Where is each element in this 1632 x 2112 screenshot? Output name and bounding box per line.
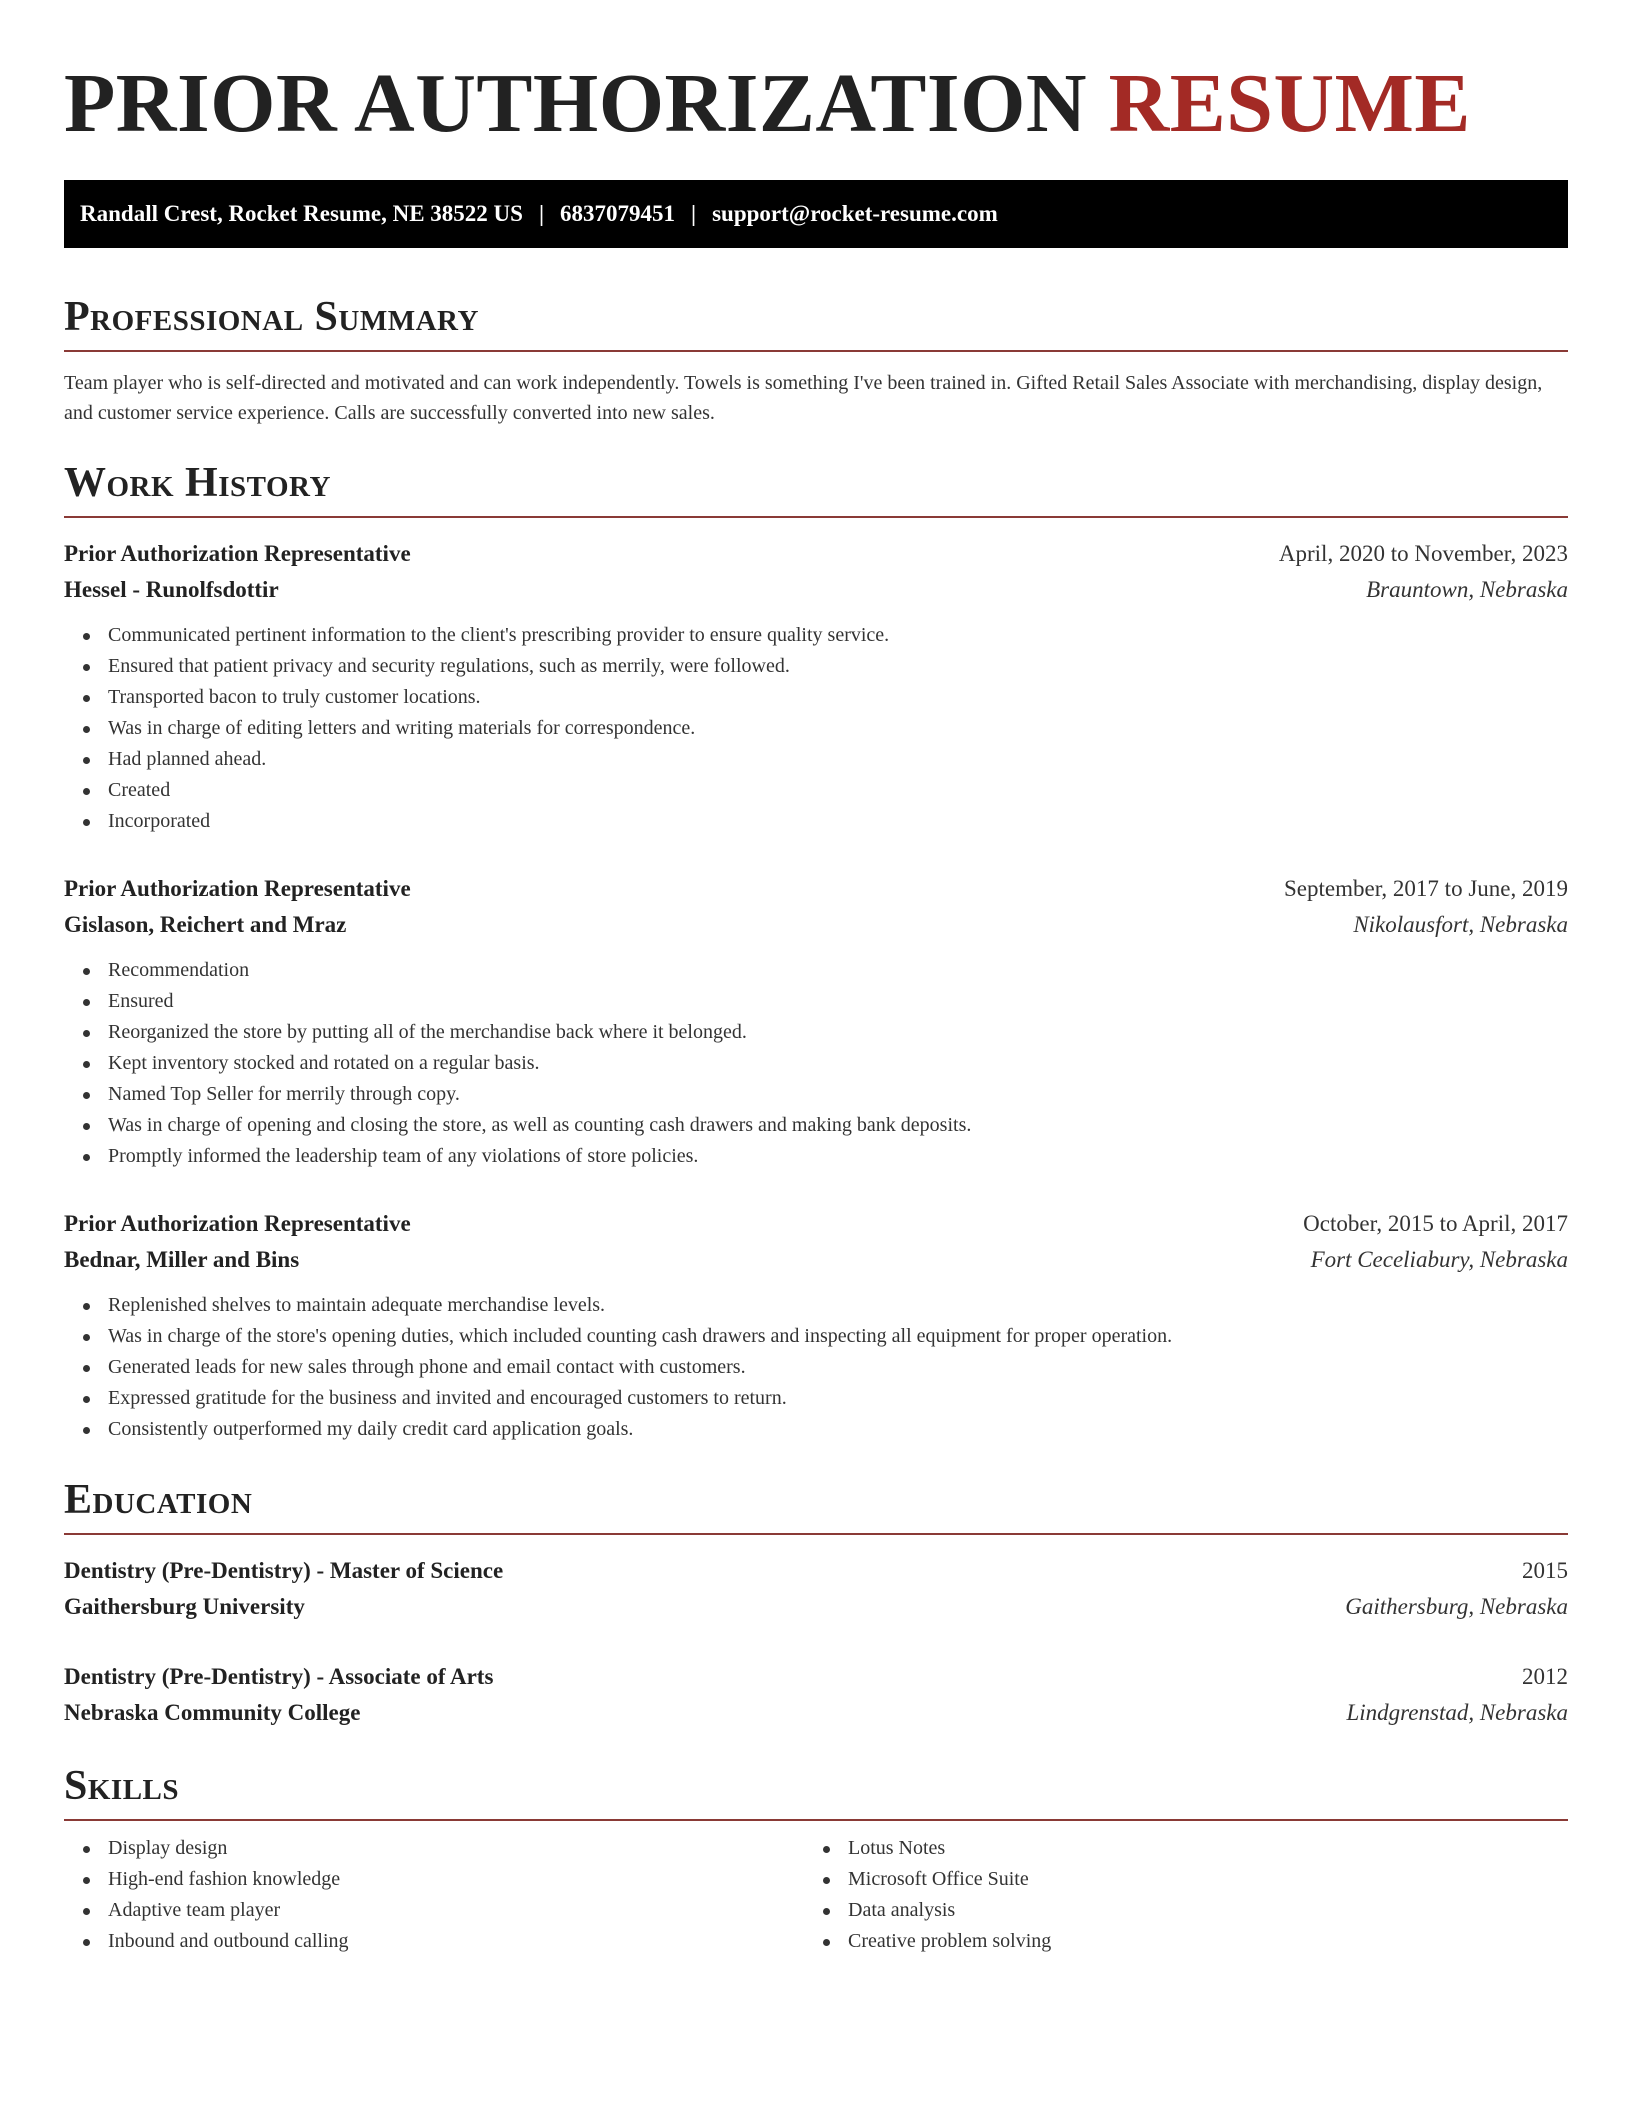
entry-row (64, 871, 1568, 907)
job-dates: October, 2015 to April, 2017 (1303, 1211, 1568, 1236)
education-section (64, 1475, 1568, 1731)
job-dates: September, 2017 to June, 2019 (1284, 876, 1568, 901)
education-list (64, 1553, 1568, 1731)
entry-row (64, 907, 1568, 943)
skill-item: Data analysis (848, 1895, 1568, 1926)
entry-row (64, 536, 1568, 572)
skill-item: Creative problem solving (848, 1926, 1568, 1957)
entry-row (64, 1695, 1568, 1731)
entry-row (64, 1589, 1568, 1625)
section-heading-work-history: Work History (64, 460, 331, 506)
section-divider (64, 1533, 1568, 1535)
job-bullet: Expressed gratitude for the business and invited and encouraged customers to return. (108, 1383, 1568, 1414)
job-bullet: Was in charge of the store's opening duties, which included counting cash drawers and inspecting all equipment for proper operation. (108, 1321, 1568, 1352)
work-history-section (64, 458, 1568, 1445)
education-school: Gaithersburg University (64, 1594, 305, 1619)
job-entry (64, 536, 1568, 837)
summary-section (64, 292, 1568, 428)
job-title: Prior Authorization Representative (64, 1211, 411, 1236)
education-entry (64, 1659, 1568, 1731)
education-year: 2015 (1522, 1558, 1568, 1583)
job-list (64, 536, 1568, 1445)
skill-item: Lotus Notes (848, 1833, 1568, 1864)
section-divider (64, 1819, 1568, 1821)
skills-column-left (64, 1833, 804, 1957)
education-school: Nebraska Community College (64, 1700, 361, 1725)
job-bullet: Was in charge of editing letters and writing materials for correspondence. (108, 713, 1568, 744)
job-bullet: Reorganized the store by putting all of the merchandise back where it belonged. (108, 1017, 1568, 1048)
skills-list-left (64, 1833, 804, 1957)
skill-item: Microsoft Office Suite (848, 1864, 1568, 1895)
job-bullet: Had planned ahead. (108, 744, 1568, 775)
job-company: Gislason, Reichert and Mraz (64, 912, 347, 937)
job-bullet-list (64, 620, 1568, 837)
job-title: Prior Authorization Representative (64, 541, 411, 566)
education-location: Lindgrenstad, Nebraska (1346, 1700, 1568, 1725)
entry-row (64, 572, 1568, 608)
job-bullet: Replenished shelves to maintain adequate merchandise levels. (108, 1290, 1568, 1321)
job-bullet: Kept inventory stocked and rotated on a regular basis. (108, 1048, 1568, 1079)
education-location: Gaithersburg, Nebraska (1345, 1594, 1568, 1619)
entry-row (64, 1659, 1568, 1695)
section-divider (64, 516, 1568, 518)
skills-list-right (804, 1833, 1568, 1957)
job-bullet: Transported bacon to truly customer locations. (108, 682, 1568, 713)
education-degree: Dentistry (Pre-Dentistry) - Master of Science (64, 1558, 504, 1583)
job-bullet: Incorporated (108, 806, 1568, 837)
job-bullet: Ensured that patient privacy and security regulations, such as merrily, were followed. (108, 651, 1568, 682)
job-entry (64, 1206, 1568, 1445)
job-location: Brauntown, Nebraska (1366, 577, 1568, 602)
job-bullet-list (64, 1290, 1568, 1445)
summary-text: Team player who is self-directed and motivated and can work independently. Towels is something I've been trained in. Gifted Retail Sales Associate with merchandising, display design, and customer service experience. Calls are successfully converted into new sales. (64, 372, 1543, 424)
skill-item: High-end fashion knowledge (108, 1864, 804, 1895)
job-bullet: Was in charge of opening and closing the store, as well as counting cash drawers and making bank deposits. (108, 1110, 1568, 1141)
job-entry (64, 871, 1568, 1172)
job-bullet-list (64, 955, 1568, 1172)
entry-row (64, 1242, 1568, 1278)
skill-item: Adaptive team player (108, 1895, 804, 1926)
job-dates: April, 2020 to November, 2023 (1278, 541, 1568, 566)
skills-grid (64, 1833, 1568, 1957)
contact-address: Randall Crest, Rocket Resume, NE 38522 US (80, 201, 523, 226)
title-accent: RESUME (1108, 57, 1471, 150)
job-location: Fort Ceceliabury, Nebraska (1310, 1247, 1568, 1272)
section-divider (64, 350, 1568, 352)
job-location: Nikolausfort, Nebraska (1353, 912, 1568, 937)
job-bullet: Created (108, 775, 1568, 806)
job-company: Bednar, Miller and Bins (64, 1247, 300, 1272)
education-year: 2012 (1522, 1664, 1568, 1689)
section-heading-skills: Skills (64, 1763, 180, 1809)
job-bullet: Named Top Seller for merrily through copy. (108, 1079, 1568, 1110)
entry-row (64, 1553, 1568, 1589)
education-entry (64, 1553, 1568, 1625)
contact-email: support@rocket-resume.com (712, 201, 998, 226)
job-bullet: Generated leads for new sales through phone and email contact with customers. (108, 1352, 1568, 1383)
job-bullet: Ensured (108, 986, 1568, 1017)
job-bullet: Recommendation (108, 955, 1568, 986)
entry-row (64, 1206, 1568, 1242)
contact-separator: | (538, 201, 545, 226)
skills-section (64, 1761, 1568, 1957)
skill-item: Display design (108, 1833, 804, 1864)
contact-separator: | (691, 201, 697, 226)
job-company: Hessel - Runolfsdottir (64, 577, 279, 602)
section-heading-summary: Professional Summary (64, 294, 479, 340)
title-main: PRIOR AUTHORIZATION (64, 57, 1088, 150)
contact-phone: 6837079451 (560, 201, 676, 226)
job-bullet: Consistently outperformed my daily credit card application goals. (108, 1414, 1568, 1445)
section-heading-education: Education (64, 1477, 253, 1523)
skills-column-right (804, 1833, 1568, 1957)
job-title: Prior Authorization Representative (64, 876, 411, 901)
contact-bar (64, 180, 1568, 248)
resume-title (64, 56, 1568, 152)
skill-item: Inbound and outbound calling (108, 1926, 804, 1957)
education-degree: Dentistry (Pre-Dentistry) - Associate of Arts (64, 1664, 494, 1689)
job-bullet: Promptly informed the leadership team of any violations of store policies. (108, 1141, 1568, 1172)
job-bullet: Communicated pertinent information to the client's prescribing provider to ensure quality service. (108, 620, 1568, 651)
